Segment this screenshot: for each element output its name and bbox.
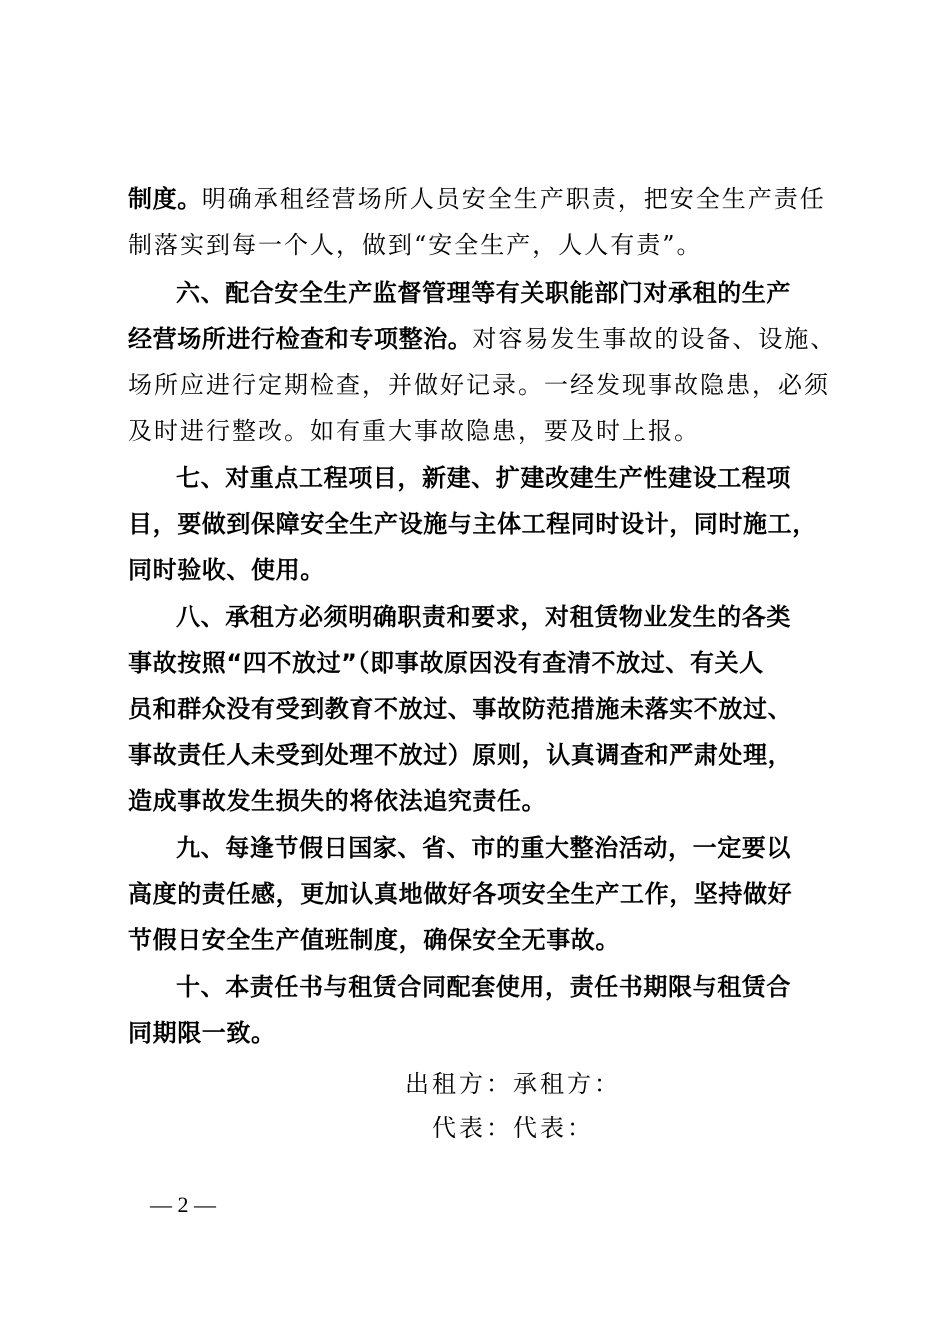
- bold-heading: 制度。: [128, 185, 202, 213]
- paragraph-line: 七、对重点工程项目，新建、扩建改建生产性建设工程项: [176, 464, 791, 492]
- paragraph-line: 高度的责任感，更加认真地做好各项安全生产工作，坚持做好: [128, 880, 793, 908]
- paragraph-line: 八、承租方必须明确职责和要求，对租赁物业发生的各类: [176, 603, 791, 631]
- paragraph-10: [128, 964, 848, 1056]
- paragraph-line: 同期限一致。: [128, 1019, 276, 1047]
- paragraph-line: 六、配合安全生产监督管理等有关职能部门对承租的生产: [176, 279, 791, 307]
- signature-representatives: 代表：代表：: [432, 1114, 594, 1142]
- paragraph-line: 事故责任人未受到处理不放过）原则，认真调查和严肃处理，: [128, 741, 793, 769]
- paragraph-6: [128, 270, 848, 454]
- paragraph-7: [128, 455, 848, 593]
- paragraph-line: [128, 316, 848, 362]
- page-number: — 2 —: [150, 1192, 216, 1217]
- paragraph-line: 事故按照“四不放过”（即事故原因没有查清不放过、有关人: [128, 649, 764, 677]
- paragraph-line: 制落实到每一个人，做到“安全生产，人人有责”。: [128, 231, 703, 259]
- paragraph-5-continuation: [128, 176, 848, 268]
- paragraph-line: 场所应进行定期检查，并做好记录。一经发现事故隐患，必须: [128, 371, 830, 399]
- paragraph-line: 造成事故发生损失的将依法追究责任。: [128, 787, 547, 815]
- paragraph-line: 及时进行整改。如有重大事故隐患，要及时上报。: [128, 417, 700, 445]
- paragraph-9: [128, 825, 848, 963]
- paragraph-line: 目，要做到保障安全生产设施与主体工程同时设计，同时施工，: [128, 510, 817, 538]
- bold-heading: 经营场所进行检查和专项整治。: [128, 325, 473, 353]
- paragraph-line: [128, 176, 848, 222]
- paragraph-line: 员和群众没有受到教育不放过、事故防范措施未落实不放过、: [128, 695, 793, 723]
- paragraph-line: 十、本责任书与租赁合同配套使用，责任书期限与租赁合: [176, 973, 791, 1001]
- paragraph-line: 节假日安全生产值班制度，确保安全无事故。: [128, 926, 620, 954]
- paragraph-line: 九、每逢节假日国家、省、市的重大整治活动，一定要以: [176, 834, 791, 862]
- signature-parties: 出租方：承租方：: [405, 1070, 621, 1098]
- paragraph-8: [128, 594, 848, 824]
- paragraph-line: 同时验收、使用。: [128, 556, 325, 584]
- body-text: 明确承租经营场所人员安全生产职责，把安全生产责任: [201, 185, 826, 213]
- body-text: 对容易发生事故的设备、设施、: [472, 325, 837, 353]
